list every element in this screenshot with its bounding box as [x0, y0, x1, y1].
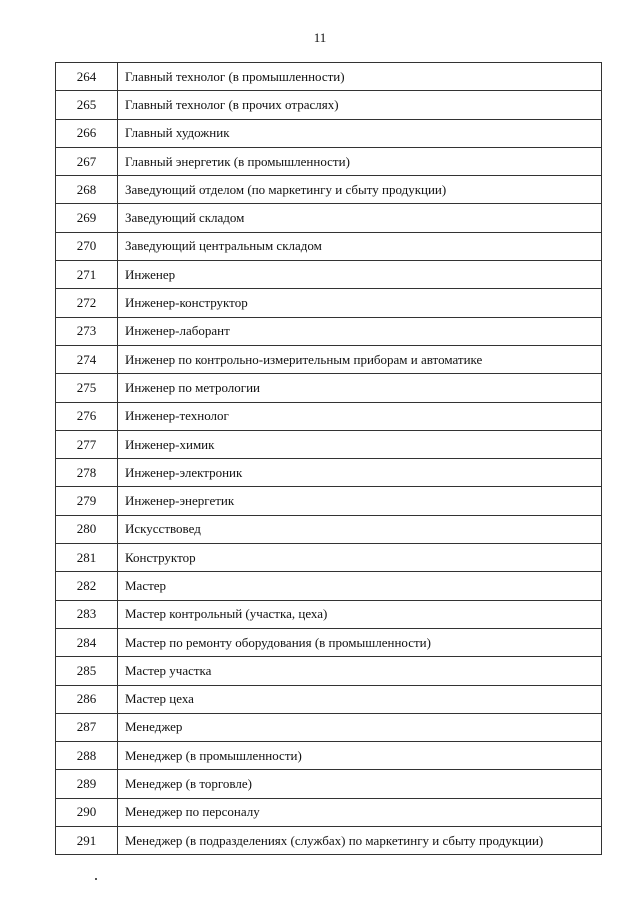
row-number: 286 [56, 685, 118, 713]
position-title: Главный энергетик (в промышленности) [118, 147, 602, 175]
table-row [56, 232, 602, 260]
position-title: Мастер [118, 572, 602, 600]
table-row [56, 600, 602, 628]
table-row [56, 770, 602, 798]
row-number: 280 [56, 515, 118, 543]
position-title: Главный технолог (в промышленности) [118, 63, 602, 91]
table-body [56, 63, 602, 855]
row-number: 290 [56, 798, 118, 826]
table-row [56, 827, 602, 855]
row-number: 285 [56, 657, 118, 685]
row-number: 278 [56, 459, 118, 487]
position-title: Мастер цеха [118, 685, 602, 713]
positions-table [55, 62, 602, 855]
table-row [56, 572, 602, 600]
row-number: 266 [56, 119, 118, 147]
row-number: 279 [56, 487, 118, 515]
row-number: 271 [56, 261, 118, 289]
row-number: 277 [56, 430, 118, 458]
position-title: Главный художник [118, 119, 602, 147]
scan-speck [95, 878, 97, 880]
table-row [56, 685, 602, 713]
row-number: 281 [56, 544, 118, 572]
position-title: Мастер участка [118, 657, 602, 685]
position-title: Искусствовед [118, 515, 602, 543]
table-row [56, 374, 602, 402]
position-title: Заведующий складом [118, 204, 602, 232]
table-row [56, 345, 602, 373]
position-title: Инженер-энергетик [118, 487, 602, 515]
row-number: 272 [56, 289, 118, 317]
row-number: 265 [56, 91, 118, 119]
position-title: Мастер по ремонту оборудования (в промышленности) [118, 628, 602, 656]
row-number: 291 [56, 827, 118, 855]
position-title: Инженер по контрольно-измерительным приборам и автоматике [118, 345, 602, 373]
position-title: Инженер-лаборант [118, 317, 602, 345]
table-row [56, 742, 602, 770]
table-row [56, 147, 602, 175]
table-row [56, 628, 602, 656]
position-title: Инженер [118, 261, 602, 289]
row-number: 269 [56, 204, 118, 232]
table-row [56, 91, 602, 119]
table-row [56, 176, 602, 204]
position-title: Менеджер (в промышленности) [118, 742, 602, 770]
row-number: 270 [56, 232, 118, 260]
position-title: Менеджер (в торговле) [118, 770, 602, 798]
position-title: Конструктор [118, 544, 602, 572]
table-row [56, 289, 602, 317]
position-title: Менеджер [118, 713, 602, 741]
row-number: 274 [56, 345, 118, 373]
page-number: 11 [313, 30, 327, 45]
row-number: 288 [56, 742, 118, 770]
position-title: Заведующий центральным складом [118, 232, 602, 260]
position-title: Главный технолог (в прочих отраслях) [118, 91, 602, 119]
row-number: 275 [56, 374, 118, 402]
table-row [56, 430, 602, 458]
position-title: Инженер по метрологии [118, 374, 602, 402]
row-number: 287 [56, 713, 118, 741]
table-row [56, 317, 602, 345]
table-row [56, 204, 602, 232]
table-row [56, 487, 602, 515]
position-title: Инженер-электроник [118, 459, 602, 487]
row-number: 267 [56, 147, 118, 175]
table-row [56, 713, 602, 741]
row-number: 268 [56, 176, 118, 204]
table-row [56, 402, 602, 430]
row-number: 284 [56, 628, 118, 656]
table-row [56, 798, 602, 826]
position-title: Заведующий отделом (по маркетингу и сбыту продукции) [118, 176, 602, 204]
table-row [56, 261, 602, 289]
row-number: 264 [56, 63, 118, 91]
position-title: Инженер-химик [118, 430, 602, 458]
table-row [56, 544, 602, 572]
row-number: 282 [56, 572, 118, 600]
row-number: 283 [56, 600, 118, 628]
position-title: Менеджер по персоналу [118, 798, 602, 826]
row-number: 289 [56, 770, 118, 798]
table-row [56, 657, 602, 685]
table-row [56, 119, 602, 147]
position-title: Инженер-конструктор [118, 289, 602, 317]
position-title: Мастер контрольный (участка, цеха) [118, 600, 602, 628]
table-row [56, 63, 602, 91]
row-number: 276 [56, 402, 118, 430]
table-row [56, 459, 602, 487]
position-title: Менеджер (в подразделениях (службах) по маркетингу и сбыту продукции) [118, 827, 602, 855]
row-number: 273 [56, 317, 118, 345]
table-row [56, 515, 602, 543]
position-title: Инженер-технолог [118, 402, 602, 430]
